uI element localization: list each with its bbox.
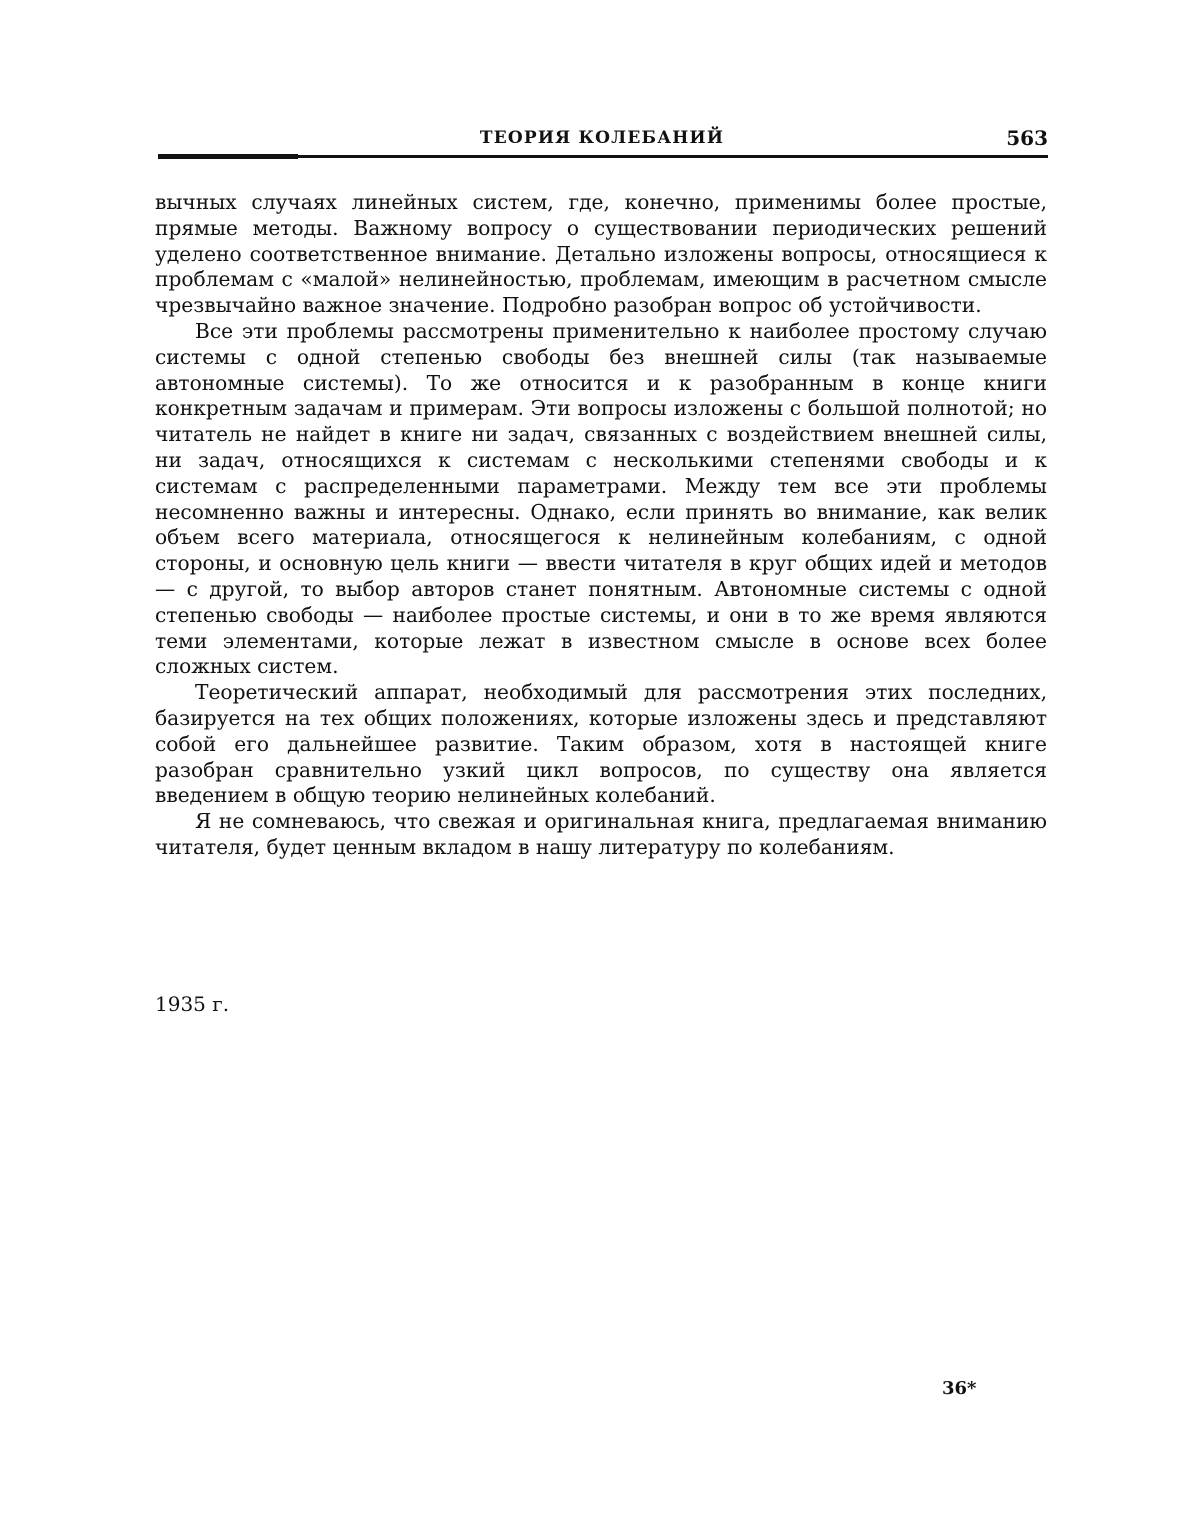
paragraph-continuation: вычных случаях линейных систем, где, конечно, применимы более простые, прямые методы. Важному вопросу о существовании периодических решений уделено соответственное внимание. Детально изложены вопросы, относящиеся к проблемам с «малой» нелинейностью, проблемам, имеющим в расчетном смысле чрезвычайно важное значение. Подробно разобран вопрос об устойчивости. <box>155 190 1047 319</box>
date-line: 1935 г. <box>155 992 229 1016</box>
book-page <box>0 0 1200 1530</box>
header-rule <box>158 155 1048 158</box>
printer-signature-mark: 36* <box>942 1378 976 1399</box>
paragraph: Теоретический аппарат, необходимый для рассмотрения этих последних, базируется на тех общих положениях, которые изложены здесь и представляют собой его дальнейшее развитие. Таким образом, хотя в настоящей книге разобран сравнительно узкий цикл вопросов, по существу она является введением в общую теорию нелинейных колебаний. <box>155 680 1047 809</box>
body-text <box>155 190 1047 861</box>
page-number: 563 <box>1006 126 1048 150</box>
running-head <box>156 126 1048 154</box>
running-title: ТЕОРИЯ КОЛЕБАНИЙ <box>156 128 1048 148</box>
paragraph: Все эти проблемы рассмотрены применительно к наиболее простому случаю системы с одной степенью свободы без внешней силы (так называемые автономные системы). То же относится и к разобранным в конце книги конкретным задачам и примерам. Эти вопросы изложены с большой полнотой; но читатель не найдет в книге ни задач, связанных с воздействием внешней силы, ни задач, относящихся к системам с несколькими степенями свободы и к системам с распределенными параметрами. Между тем все эти проблемы несомненно важны и интересны. Однако, если принять во внимание, как велик объем всего материала, относящегося к нелинейным колебаниям, с одной стороны, и основную цель книги — ввести читателя в круг общих идей и методов — с другой, то выбор авторов станет понятным. Автономные системы с одной степенью свободы — наиболее простые системы, и они в то же время являются теми элементами, которые лежат в известном смысле в основе всех более сложных систем. <box>155 319 1047 680</box>
paragraph: Я не сомневаюсь, что свежая и оригинальная книга, предлагаемая вниманию читателя, будет ценным вкладом в нашу литературу по колебаниям. <box>155 809 1047 861</box>
